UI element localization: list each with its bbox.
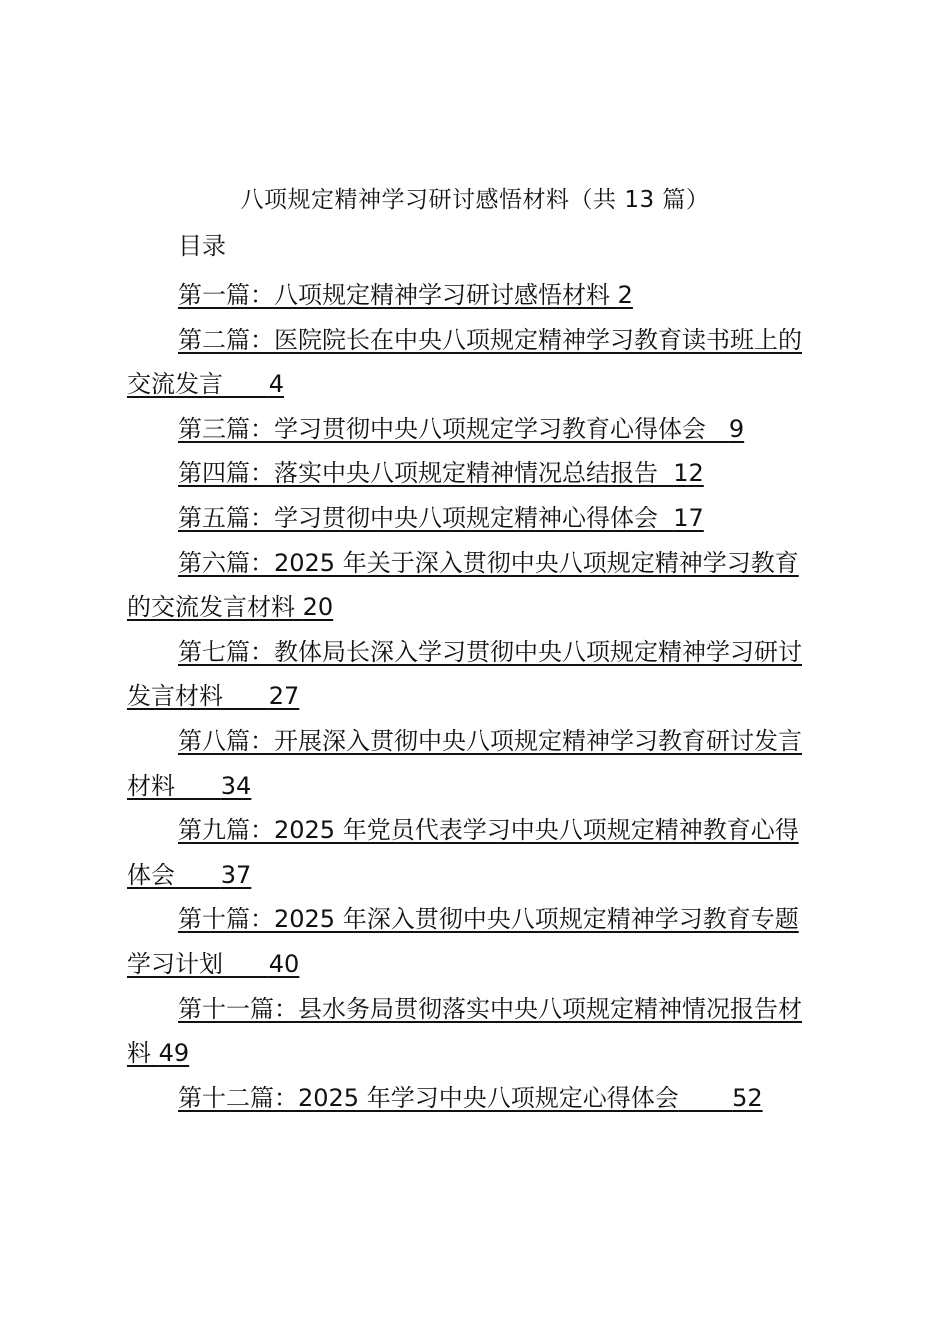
toc-entry-page-number: 49: [158, 1039, 190, 1068]
toc-entry-title: 第二篇：医院院长在中央八项规定精神学习教育读书班上的交流发言: [127, 325, 802, 399]
toc-heading: 目录: [178, 232, 226, 260]
toc-entry-title: 第十一篇：县水务局贯彻落实中央八项规定精神情况报告材料: [127, 994, 802, 1068]
toc-entry-page-number: 52: [732, 1083, 763, 1112]
toc-entry-page-number: 40: [268, 949, 300, 978]
toc-entry-4: [127, 451, 819, 496]
toc-entry-title: 第五篇：学习贯彻中央八项规定精神心得体会: [178, 503, 658, 532]
toc-entry-title: 第四篇：落实中央八项规定精神情况总结报告: [178, 459, 658, 488]
toc-entry-page-number: 37: [220, 860, 252, 889]
toc-entry-page-number: 2: [617, 281, 633, 309]
toc-link-10[interactable]: [127, 905, 799, 978]
toc-entry-gap: [223, 682, 269, 710]
toc-entry-2: [127, 318, 819, 407]
toc-entry-gap: [175, 772, 221, 800]
toc-entry-title: 第十二篇：2025 年学习中央八项规定心得体会: [178, 1083, 679, 1112]
toc-entry-gap: [610, 281, 618, 309]
toc-entry-gap: [658, 459, 673, 487]
toc-entry-page-number: 9: [728, 414, 745, 443]
toc-entry-gap: [679, 1084, 732, 1112]
toc-entry-title: 第六篇：2025 年关于深入贯彻中央八项规定精神学习教育的交流发言材料: [127, 548, 799, 622]
toc-entry-10: [127, 897, 819, 986]
toc-link-2[interactable]: [127, 326, 802, 399]
toc-entry-5: [127, 496, 819, 541]
toc-entry-gap: [223, 370, 269, 398]
document-title: 八项规定精神学习研讨感悟材料（共 13 篇）: [240, 187, 710, 213]
toc-entry-gap: [706, 415, 729, 443]
toc-link-5[interactable]: [178, 504, 704, 532]
toc-entry-page-number: 20: [302, 593, 334, 622]
toc-link-6[interactable]: [127, 549, 799, 622]
toc-link-9[interactable]: [127, 816, 799, 889]
toc-entry-gap: [223, 950, 269, 978]
toc-entry-9: [127, 808, 819, 897]
toc-entry-title: 第一篇：八项规定精神学习研讨感悟材料: [178, 281, 610, 309]
table-of-contents: [127, 273, 819, 1120]
toc-entry-page-number: 27: [268, 682, 300, 711]
toc-entry-page-number: 12: [673, 459, 704, 488]
toc-entry-title: 第三篇：学习贯彻中央八项规定学习教育心得体会: [178, 414, 706, 443]
toc-link-4[interactable]: [178, 459, 704, 487]
toc-link-1[interactable]: [178, 281, 633, 309]
toc-entry-7: [127, 630, 819, 719]
toc-entry-11: [127, 987, 819, 1076]
toc-entry-gap: [175, 861, 221, 889]
toc-link-12[interactable]: [178, 1084, 763, 1112]
toc-entry-page-number: 17: [673, 503, 704, 532]
toc-entry-page-number: 4: [268, 370, 285, 399]
toc-link-3[interactable]: [178, 415, 744, 443]
toc-link-7[interactable]: [127, 638, 802, 711]
toc-entry-8: [127, 719, 819, 808]
toc-entry-title: 第七篇：教体局长深入学习贯彻中央八项规定精神学习研讨发言材料: [127, 637, 802, 711]
toc-entry-1: [127, 273, 819, 318]
toc-entry-title: 第九篇：2025 年党员代表学习中央八项规定精神教育心得体会: [127, 816, 799, 889]
toc-entry-6: [127, 541, 819, 630]
toc-entry-gap: [151, 1039, 159, 1067]
toc-entry-gap: [295, 593, 303, 621]
toc-entry-12: [127, 1076, 819, 1121]
toc-link-11[interactable]: [127, 995, 802, 1068]
toc-entry-title: 第八篇：开展深入贯彻中央八项规定精神学习教育研讨发言材料: [127, 726, 802, 800]
toc-link-8[interactable]: [127, 727, 802, 800]
toc-entry-title: 第十篇：2025 年深入贯彻中央八项规定精神学习教育专题学习计划: [127, 905, 799, 978]
toc-entry-page-number: 34: [220, 771, 252, 800]
toc-entry-3: [127, 407, 819, 452]
toc-entry-gap: [658, 504, 673, 532]
